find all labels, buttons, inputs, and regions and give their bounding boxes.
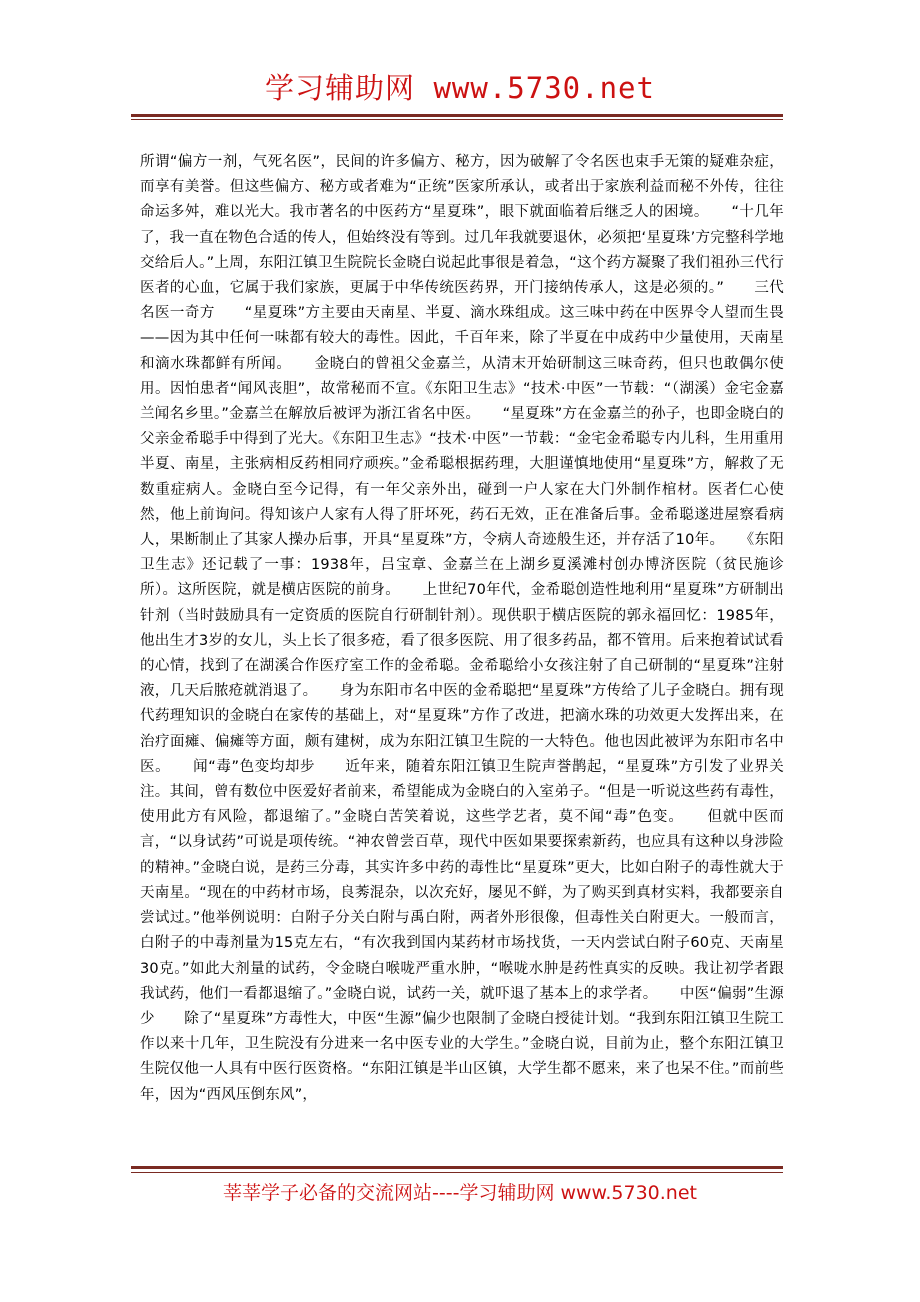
footer-text[interactable]: 莘莘学子必备的交流网站----学习辅助网 www.5730.net (223, 1182, 697, 1204)
article-body: 所谓“偏方一剂，气死名医”，民间的许多偏方、秘方，因为破解了令名医也束手无策的疑难杂症，而享有美誉。但这些偏方、秘方或者难为“正统”医家所承认，或者出于家族利益而秘不外传，往往命运多舛，难以光大。我市著名的中医药方“星夏珠”，眼下就面临着后继乏人的困境。 “十几年了，我一直在物色合适的传人，但始终没有等到。过几年我就要退休，必须把‘星夏珠’方完整科学地交给后人。”上周，东阳江镇卫生院院长金晓白说起此事很是着急，“这个药方凝聚了我们祖孙三代行医者的心血，它属于我们家族，更属于中华传统医药界，开门接纳传承人，这是必须的。” 三代名医一奇方 “星夏珠”方主要由天南星、半夏、滴水珠组成。这三味中药在中医界令人望而生畏——因为其中任何一味都有较大的毒性。因此，千百年来，除了半夏在中成药中少量使用，天南星和滴水珠都鲜有所闻。 金晓白的曾祖父金嘉兰，从清末开始研制这三味奇药，但只也敢偶尔使用。因怕患者“闻风丧胆”，故常秘而不宣。《东阳卫生志》“技术·中医”一节载：“（湖溪）金宅金嘉兰闻名乡里。”金嘉兰在解放后被评为浙江省名中医。 “星夏珠”方在金嘉兰的孙子，也即金晓白的父亲金希聪手中得到了光大。《东阳卫生志》“技术·中医”一节载：“金宅金希聪专内儿科，生用重用半夏、南星，主张病相反药相同疗顽疾。”金希聪根据药理，大胆谨慎地使用“星夏珠”方，解救了无数重症病人。金晓白至今记得，有一年父亲外出，碰到一户人家在大门外制作棺材。医者仁心使然，他上前询问。得知该户人家有人得了肝坏死，药石无效，正在准备后事。金希聪遂进屋察看病人，果断制止了其家人操办后事，开具“星夏珠”方，令病人奇迹般生还，并存活了10年。 《东阳卫生志》还记载了一事：1938年，吕宝章、金嘉兰在上湖乡夏溪滩村创办博济医院（贫民施诊所）。这所医院，就是横店医院的前身。 上世纪70年代，金希聪创造性地利用“星夏珠”方研制出针剂（当时鼓励具有一定资质的医院自行研制针剂）。现供职于横店医院的郭永福回忆：1985年，他出生才3岁的女儿，头上长了很多疮，看了很多医院、用了很多药品，都不管用。后来抱着试试看的心情，找到了在湖溪合作医疗室工作的金希聪。金希聪给小女孩注射了自己研制的“星夏珠”注射液，几天后脓疮就消退了。 身为东阳市名中医的金希聪把“星夏珠”方传给了儿子金晓白。拥有现代药理知识的金晓白在家传的基础上，对“星夏珠”方作了改进，把滴水珠的功效更大发挥出来，在治疗面瘫、偏瘫等方面，颇有建树，成为东阳江镇卫生院的一大特色。他也因此被评为东阳市名中医。 闻“毒”色变均却步 近年来，随着东阳江镇卫生院声誉鹊起，“星夏珠”方引发了业界关注。其间，曾有数位中医爱好者前来，希望能成为金晓白的入室弟子。“但是一听说这些药有毒性，使用此方有风险，都退缩了。”金晓白苦笑着说，这些学艺者，莫不闻“毒”色变。 但就中医而言，“以身试药”可说是项传统。“神农曾尝百草，现代中医如果要探索新药，也应具有这种以身涉险的精神。”金晓白说，是药三分毒，其实许多中药的毒性比“星夏珠”更大，比如白附子的毒性就大于天南星。“现在的中药材市场，良莠混杂，以次充好，屡见不鲜，为了购买到真材实料，我都要亲自尝试过。”他举例说明：白附子分关白附与禹白附，两者外形很像，但毒性关白附更大。一般而言，白附子的中毒剂量为15克左右，“有次我到国内某药材市场找货，一天内尝试白附子60克、天南星30克。”如此大剂量的试药，令金晓白喉咙严重水肿，“喉咙水肿是药性真实的反映。我让初学者跟我试药，他们一看都退缩了。”金晓白说，试药一关，就吓退了基本上的求学者。 中医“偏弱”生源少 除了“星夏珠”方毒性大，中医“生源”偏少也限制了金晓白授徒计划。“我到东阳江镇卫生院工作以来十几年，卫生院没有分进来一名中医专业的大学生。”金晓白说，目前为止，整个东阳江镇卫生院仅他一人具有中医行医资格。“东阳江镇是半山区镇，大学生都不愿来，来了也呆不住。”而前些年，因为“西风压倒东风”， (140, 154, 784, 1103)
header-divider-thin (131, 119, 783, 120)
header-divider (131, 114, 783, 117)
footer-divider (131, 1166, 783, 1169)
footer-divider-thin (131, 1172, 783, 1173)
header-title[interactable]: 学习辅助网 www.5730.net (265, 71, 655, 105)
